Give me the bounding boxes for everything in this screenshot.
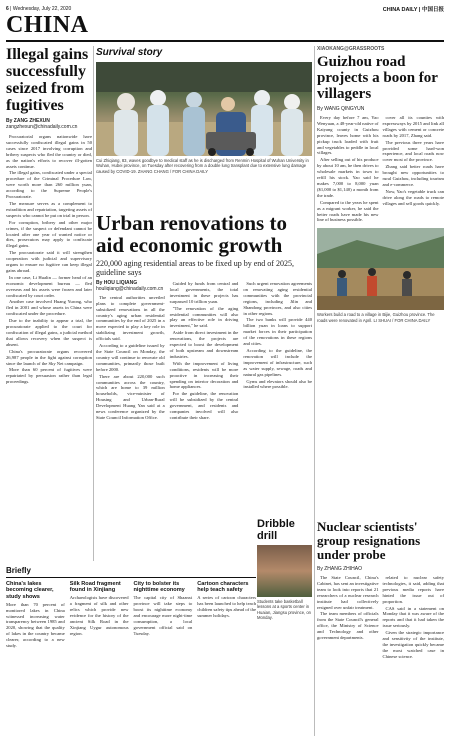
- briefly-items: [6, 581, 256, 649]
- nuclear-headline: Nuclear scientists' group resignations under probe: [317, 519, 421, 562]
- nuclear-byline: By ZHANG ZHIHAO: [317, 566, 363, 572]
- paragraph: The two banks will provide 440 billion yuan in loans to support market forces in their participation of the renovations in these regions and cities.: [243, 317, 313, 347]
- paragraph: related to nuclear safety technologies, it said, adding that previous media reports have hinted the issue out of proportion.: [382, 575, 444, 604]
- dribble-photo: [257, 545, 312, 597]
- paragraph: There are about 220,000 such communities across the country, which are home to 39 million households, vice-minister of Housing and Urban-Rural Development Huang Yan said at a news conference organized by the State Council Information Office.: [96, 373, 165, 420]
- paragraph: The team members of officials from the State Council's general office, the Ministry of Science and Technology and other government departments.: [317, 611, 379, 641]
- paragraph: CAS said in a statement on Monday that it was aware of the reports and that it had taken the issue seriously.: [382, 605, 444, 629]
- left-headline: Illegal gains successfully seized from fugitives: [6, 46, 89, 114]
- date: Wednesday, July 22, 2020: [12, 5, 72, 12]
- paragraph: Aside from direct investment in the renovations, the projects are expected to boost the development of both upstream and downstream industries.: [169, 330, 239, 359]
- paragraph: Given the strategic importance and sensitivity of the institute, the investigation quickly became the most watched case in Chinese science.: [382, 630, 444, 659]
- brief-item: [70, 581, 129, 649]
- paragraph: After selling out of his produce by about 10 am, he then drives to wholesale markets in town to refill his stock. Yao said he makes 7,000 to 8,000 yuan ($1,000 to $1,140) a month from the trade.: [317, 157, 379, 198]
- column-divider: [93, 46, 94, 561]
- page-info: 6 | Wednesday, July 22, 2020: [6, 5, 72, 12]
- brief-text: More than 70 percent of monitored lakes in China witnessed increasing water transparency between 1985 and 2020, showing that the quality of lakes in the country became clearer, according to a new study.: [6, 601, 65, 649]
- paragraph: With the improvement of living conditions, residents will be more proactive in increasing their spending on interior decoration and home appliances.: [169, 360, 239, 390]
- nuclear-col-1: [317, 575, 379, 661]
- paragraph: "The renovation of the aging residential communities will also play an effective role in driving investment," he said.: [169, 305, 239, 329]
- paragraph: China's procuratorate organs recovered 26,987 people in the fight against corruption since the launch of the Sky Net campaign.: [6, 348, 92, 366]
- paragraph: Gyms and elevators should also be installed where possible.: [243, 378, 313, 390]
- column-divider: [314, 46, 315, 736]
- section-rule: [6, 40, 444, 42]
- urban-col-2: [170, 281, 239, 422]
- brief-item: [134, 581, 193, 649]
- brief-text: Archaeologists have discovered a fragment of silk and other relics which provide new evidence for the history of the ancient Silk Road in the Xinjiang Uygur autonomous region.: [69, 595, 129, 636]
- guizhou-columns: [317, 115, 444, 224]
- brand-cn: 中国日报: [421, 6, 444, 13]
- paragraph: More than 60 percent of fugitives were repatriated by persuasion rather than legal proceedings.: [6, 367, 92, 385]
- left-byline-email: zangzhexun@chinadaily.com.cn: [6, 124, 78, 130]
- urban-byline: [96, 281, 165, 293]
- brand-name: CHINA DAILY: [382, 6, 418, 13]
- guizhou-headline: Guizhou road projects a boon for villagers: [317, 54, 438, 102]
- brief-item: [197, 581, 256, 649]
- nuclear-col-2: [383, 575, 445, 661]
- nuclear-columns: [317, 575, 444, 661]
- paragraph: The central authorities unveiled plans to complete government-subsidized renovations in all the country's aging urban residential communities by the end of 2025 in a move expected to play a key role in stabilizing investment growth, officials said.: [96, 294, 165, 342]
- dribble-kicker: Dribble drill: [257, 518, 295, 542]
- brief-title: Silk Road fragment found in Xinjiang: [69, 581, 121, 594]
- urban-article: [96, 212, 312, 422]
- paragraph: Now, Yao's vegetable truck can drive along the roads to remote villages and sell goods quickly.: [382, 188, 444, 206]
- dribble-story: [257, 518, 312, 620]
- paragraph: According to a guideline issued by the State Council on Monday, the country will continue to renovate old communities, primarily those built before 2000.: [96, 343, 165, 372]
- guizhou-byline: By WANG QINGYUN: [317, 106, 365, 112]
- page-number: 6: [6, 5, 9, 12]
- dribble-caption: Students take basketball lessons at a sports center in Huaian, Jiangsu province, on Monday.: [257, 599, 312, 620]
- left-body: [6, 134, 92, 385]
- survival-story: [96, 46, 312, 174]
- guizhou-article: [317, 46, 444, 323]
- paragraph: The procuratorate said it will strengthen cooperation with judicial and supervisory organs to ensure no fugitive can keep illegal gains abroad.: [6, 250, 92, 273]
- urban-byline-email: houliqiang@chinadaily.com.cn: [96, 285, 164, 292]
- survival-caption: Cui Zhiqiang, 83, waves goodbye to medical staff as he is discharged from Renmin Hospital of Wuhan University in Wuhan, Hubei province, on Tuesday after recovering from a double lung transplant due to extensive lung damage caused by COVID-19. ZHANG CHANG / FOR CHINA DAILY: [96, 158, 309, 174]
- brief-text: A series of cartoon characters has been launched to help teach children safety tips ahead of the summer holidays.: [197, 595, 256, 619]
- nuclear-article: [317, 520, 444, 661]
- left-byline-name: By ZANG ZHEXUN: [6, 118, 50, 124]
- urban-col-1: [96, 281, 165, 422]
- survival-kicker: Survival story: [96, 46, 312, 59]
- urban-byline-name: By HOU LIQIANG: [96, 280, 138, 286]
- briefly-section: [6, 566, 256, 649]
- paragraph: The State Council, China's Cabinet, has sent an investigative team to look into reports that 21 researchers of a nuclear research institute had collectively resigned over unfair treatment.: [317, 575, 379, 610]
- paragraph: The illegal gains, confiscated under a special procedure of the Criminal Procedure Law, were worth more than 260 million yuan, according to the Supreme People's Procuratorate.: [6, 170, 92, 200]
- paragraph: cover all its counties with expressways by 2015 and link all villages with cement or concrete roads by 2017, Zhang said.: [382, 115, 444, 138]
- paragraph: In one case, Li Hualin — former head of an economic development bureau — fled overseas and his assets were frozen and later confiscated by court order.: [6, 274, 92, 298]
- left-article: [6, 46, 92, 386]
- guizhou-col-1: [317, 115, 379, 224]
- paragraph: Due to the inability to appear a trial, the procuratorate applied to the court for confiscation of illegal gains, a judicial method that allows recovery when the suspect is absent.: [6, 318, 92, 347]
- paragraph: According to the guideline, the renovation will include the improvement of infrastructure, such as water supply, sewage, roads and natural gas pipelines.: [243, 347, 313, 377]
- briefly-heading: Briefly: [6, 566, 256, 578]
- paragraph: Procuratorial organs nationwide have successfully confiscated illegal gains in 50 cases since 2017 involving corruption and bribery suspects who fled the country or died, as the nation's efforts to recover ill-gotten assets continue.: [6, 134, 92, 169]
- section-title: CHINA: [6, 12, 89, 38]
- paragraph: Such urgent renovation agreements on renovating aging residential communities with the provincial regions, including Jilin and Shandong provinces, and also cities in other regions.: [243, 281, 313, 316]
- paragraph: For the guideline, the renovation will be subsidized by the central government, and residents and companies involved will also contribute their share.: [169, 391, 239, 420]
- brief-title: China's lakes becoming clearer, study shows: [6, 581, 54, 600]
- urban-columns: [96, 281, 312, 422]
- paragraph: Compared to the years he spent as a migrant worker, he said the better roads have made his new line of business possible.: [317, 199, 379, 223]
- left-byline: [6, 118, 92, 130]
- paragraph: Another case involved Huang Yurong, who fled in 2001 and whose assets in China were confiscated under the procedure.: [6, 299, 92, 317]
- paragraph: The previous three years have provided some hard-won experience, and local roads now cover most of the province.: [382, 139, 444, 163]
- paragraph: Guided by funds from central and local governments, the total investment in these projects has surpassed 10 trillion yuan.: [169, 281, 239, 304]
- urban-col-3: [243, 281, 312, 422]
- guizhou-col-2: [383, 115, 445, 224]
- guizhou-caption: Workers build a road to a village in Bijie, Guizhou province. The roads were renovated in April. LI SHUAI / FOR CHINA DAILY: [317, 312, 435, 323]
- urban-deck: 220,000 aging residential areas to be fixed up by end of 2025, guideline says: [96, 259, 294, 277]
- survival-photo: [96, 62, 312, 156]
- paragraph: The measure serves as a complement to extradition and repatriation, targeting assets of suspects who cannot be put on trial in person.: [6, 200, 92, 218]
- brand: CHINA DAILY | 中国日报: [382, 6, 444, 13]
- guizhou-tag: XIAOKANG@GRASSROOTS: [317, 46, 385, 52]
- brief-text: The capital city of Shaanxi province will take steps to boost its nighttime economy and encourage more night-time consumption, a local government official said on Tuesday.: [133, 595, 193, 636]
- urban-headline: Urban renovations to aid economic growth: [96, 211, 287, 257]
- paragraph: Zhang said better roads have brought new opportunities to rural Guizhou, including tourism and e-commerce.: [382, 164, 444, 187]
- brief-item: [6, 581, 65, 649]
- brief-title: City to bolster its nighttime economy: [133, 581, 185, 594]
- brief-title: Cartoon characters help teach safety: [197, 581, 249, 594]
- guizhou-photo-art: [317, 228, 444, 310]
- guizhou-photo: [317, 228, 444, 310]
- paragraph: For corruption, bribery and other major crimes, if the suspect or defendant cannot be located after one year of wanted notice or dies, prosecutors may apply to confiscate illegal gains.: [6, 219, 92, 249]
- paragraph: Every day before 7 am, Yao Wenyuan, a 48-year-old native of Kaiyang county in Guizhou province, leaves home with his pickup truck loaded with fruit and vegetables to peddle in local villages.: [317, 115, 379, 156]
- survival-photo-art: [96, 62, 312, 156]
